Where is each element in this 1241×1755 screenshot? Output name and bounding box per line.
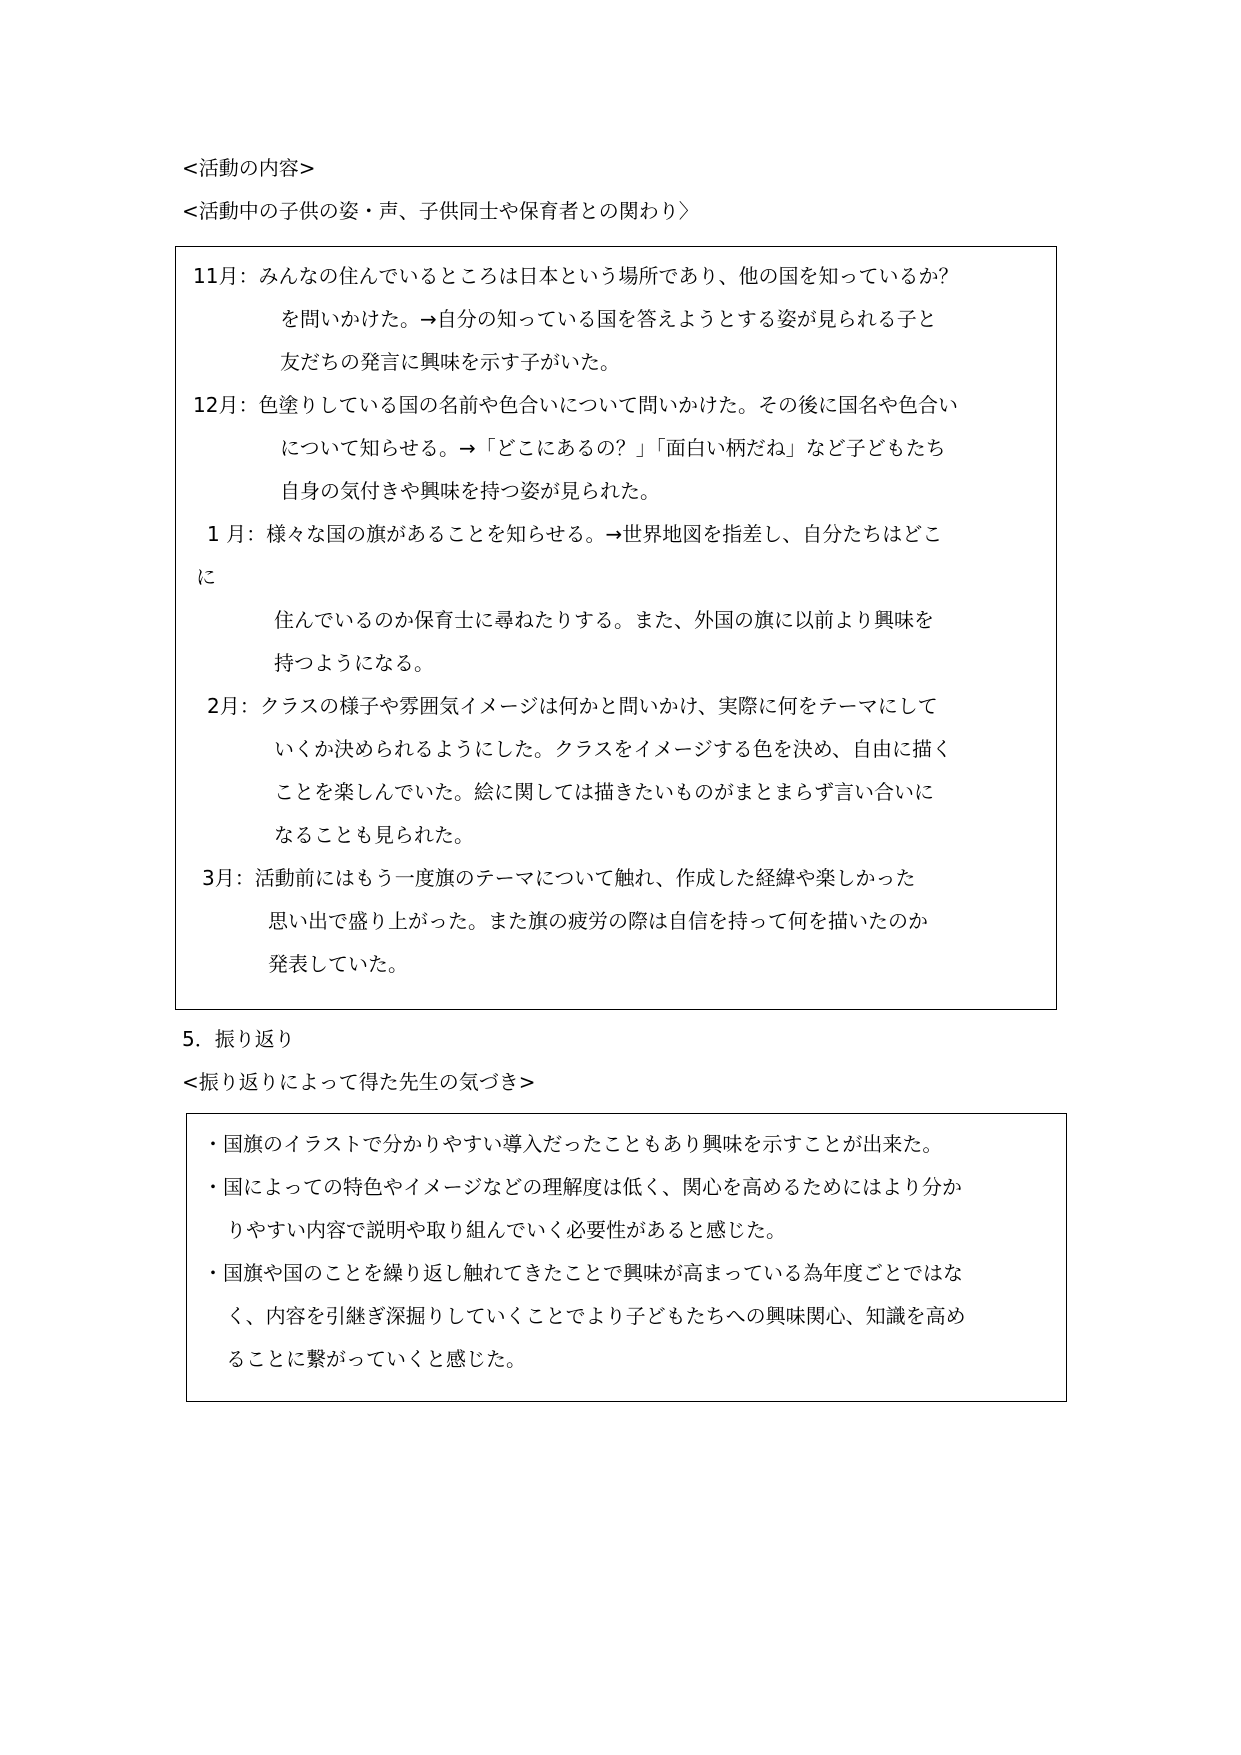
monthly-line: 1 月：様々な国の旗があることを知らせる。→世界地図を指差し、自分たちはどこ <box>207 522 943 546</box>
reflection-line: ・国旗や国のことを繰り返し触れてきたことで興味が高まっている為年度ごとではな <box>203 1261 963 1285</box>
monthly-line: に <box>196 565 216 589</box>
reflection-line: く、内容を引継ぎ深掘りしていくことでより子どもたちへの興味関心、知識を高め <box>226 1304 966 1328</box>
reflection-heading: 5．振り返り <box>182 1027 295 1051</box>
reflection-line: ることに繋がっていくと感じた。 <box>226 1347 526 1371</box>
monthly-line: を問いかけた。→自分の知っている国を答えようとする姿が見られる子と <box>280 307 937 331</box>
monthly-line: 発表していた。 <box>268 952 408 976</box>
monthly-line: ことを楽しんでいた。絵に関しては描きたいものがまとまらず言い合いに <box>274 780 934 804</box>
children-heading: <活動中の子供の姿・声、子供同士や保育者との関わり〉 <box>182 199 699 223</box>
monthly-line: 思い出で盛り上がった。また旗の疲労の際は自信を持って何を描いたのか <box>268 909 928 933</box>
monthly-line: について知らせる。→「どこにあるの？」「面白い柄だね」など子どもたち <box>280 436 946 460</box>
reflection-line: ・国によっての特色やイメージなどの理解度は低く、関心を高めるためにはより分か <box>203 1175 962 1199</box>
monthly-line: 2月：クラスの様子や雰囲気イメージは何かと問いかけ、実際に何をテーマにして <box>207 694 938 718</box>
monthly-line: 12月：色塗りしている国の名前や色合いについて問いかけた。その後に国名や色合い <box>193 393 959 417</box>
monthly-line: なることも見られた。 <box>274 823 474 847</box>
monthly-line: 友だちの発言に興味を示す子がいた。 <box>280 350 620 374</box>
monthly-line: いくか決められるようにした。クラスをイメージする色を決め、自由に描く <box>274 737 952 761</box>
reflection-line: ・国旗のイラストで分かりやすい導入だったこともあり興味を示すことが出来た。 <box>203 1132 943 1156</box>
monthly-line: 自身の気付きや興味を持つ姿が見られた。 <box>280 479 660 503</box>
reflection-subheading: <振り返りによって得た先生の気づき> <box>182 1070 536 1094</box>
monthly-line: 持つようになる。 <box>274 651 434 675</box>
monthly-line: 3月：活動前にはもう一度旗のテーマについて触れ、作成した経緯や楽しかった <box>202 866 916 890</box>
monthly-line: 11月：みんなの住んでいるところは日本という場所であり、他の国を知っているか？ <box>193 264 959 288</box>
reflection-line: りやすい内容で説明や取り組んでいく必要性があると感じた。 <box>226 1218 786 1242</box>
monthly-line: 住んでいるのか保育士に尋ねたりする。また、外国の旗に以前より興味を <box>274 608 934 632</box>
activity-heading: <活動の内容> <box>182 156 316 180</box>
